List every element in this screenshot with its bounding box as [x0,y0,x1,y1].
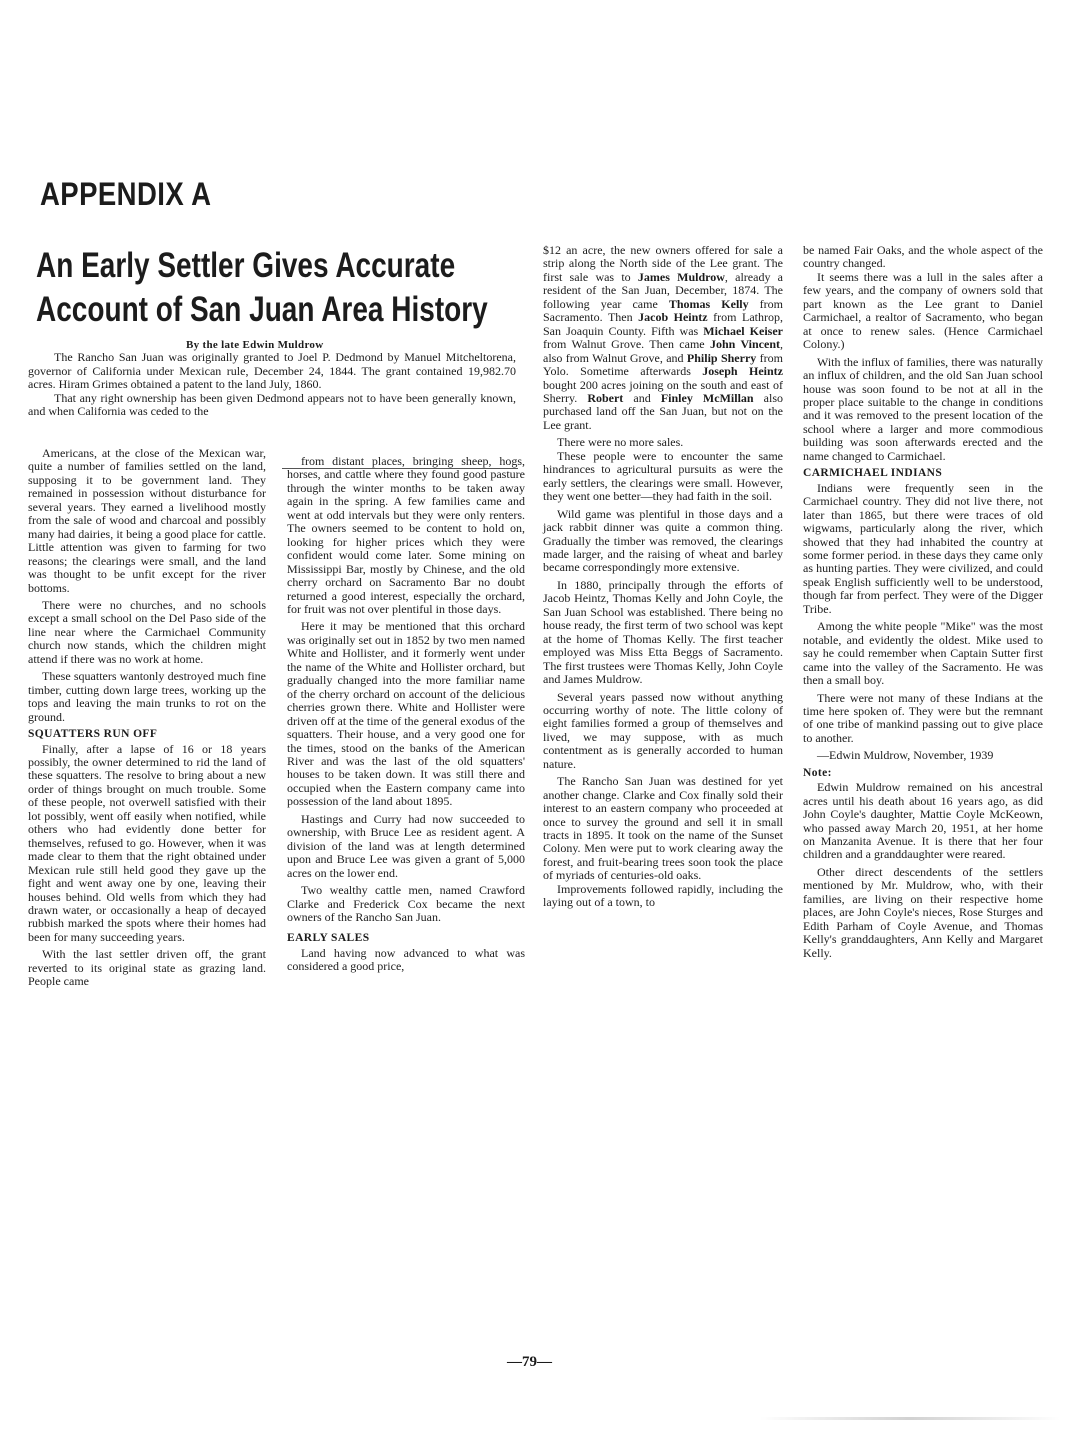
col2-paragraph: Here it may be mentioned that this orchard was originally set out in 1852 by two men named White and Hollister, and it formerly went under the name of the White and Hollister orchard, but gradually changed into the more familiar name of the cherry orchard on account of the delicious cherries grown there. White and Hollister were driven off at the time of the general exodus of the squatters. Their house, and a very good one for the times, stood on the banks of the American River and was the last of the old squatters' houses to be taken down. It was still there and occupied when the Eastern company came into possession of the land about 1895. [287,619,525,809]
note-label: Note: [803,766,832,779]
scan-artifact [760,1417,1060,1420]
col3-paragraph: There were no more sales. [557,435,684,450]
col3-paragraph: The Rancho San Juan was destined for yet another change. Clarke and Cox finally sold their interest to an eastern company who proceeded at once to survey the ground and sell it in small tracts in 1895. It took on the name of the Sunset Colony. Men were put to work clearing away the forest, and fruit-bearing trees soon took the place of myriads of centuries-old oaks. [543,774,783,883]
col1-paragraph: Americans, at the close of the Mexican war, quite a number of families settled on the land, supposing it to be government land. They remained in possession without disturbance for several years. They earned a livelihood mostly from the sale of wood and charcoal and possibly many had dairies, it being a good place for cattle. Little attention was given to farming for two reasons; the clearings were small, and the land was thought to be unfit except for the river bottoms. [28,446,266,595]
appendix-label: APPENDIX A [40,176,212,212]
col4-paragraph: Indians were frequently seen in the Carmichael country. They did not live there, not later than 1865, but there were traces of old wigwams, particularly along the river, which showed that they had inhabited the country at some former period. in these days they came only as hunting parties. They were civilized, and could speak English sufficiently well to be understood, though far from perfect. They were of the Digger Tribe. [803,480,1043,616]
intro-text [28,351,516,419]
col2-paragraph: from distant places, bringing sheep, hogs, horses, and cattle where they found good pasture through the winter months to be taken away again in the spring. A few families came and went at odd intervals but they were only renters. The owners seemed to be content to hold on, looking for higher prices which they were confident would come later. Some mining on Mississippi Bar, mostly by Chinese, and the old cherry orchard on Sacramento Bar no doubt returned a good interest, especially the orchard, for fruit was not over plentiful in those days. [287,454,525,616]
col2-paragraph: Hastings and Curry had now succeeded to ownership, with Bruce Lee as resident agent. A division of the land was at length determined upon and Bruce Lee was given a grant of 5,000 acres on the lower end. [287,811,525,880]
intro-paragraph-2: That any right ownership has been given Dedmond appears not to have been generally known, and when California was ceded to the [28,390,516,418]
col4-paragraph: Other direct descendents of the settlers mentioned by Mr. Muldrow, who, with their families, are living on their respective home places, are John Coyle's nieces, Rose Sturges and Edith Parham of Coyle Avenue, and Thomas Kelly's granddaughters, Ann Kelly and Margaret Kelly. [803,864,1043,960]
settler-name: Thomas Kelly [668,296,749,311]
headline [36,244,488,332]
settler-name: James Muldrow [637,269,725,284]
col1-paragraph: There were no churches, and no schools except a small school on the Del Paso side of the line near where the Carmichael Community church now stands, which the children might attend if there was no work at home. [28,597,266,666]
byline: By the late Edwin Muldrow [186,339,324,351]
col4-paragraph: There were not many of these Indians at the time here spoken of. They were but the remnant of one tribe of mankind passing out to give place to another. [803,690,1043,745]
col4-paragraph: It seems there was a lull in the sales after a few years, and the company of owners sold that part known as the Lee grant to Daniel Carmichael, a realtor of Sacramento, who began at once to renew sales. (Hence Carmichael Colony.) [803,269,1043,352]
section-heading-early-sales: EARLY SALES [287,932,370,945]
column-4 [803,244,1043,964]
col1-paragraph: Finally, after a lapse of 16 or 18 years possibly, the owner determined to rid the land of these squatters. The resolve to bring about a new order of things brought on much trouble. Some of these people, not overwell satisfied with their lot possibly, went off easily when notified, while others who had evidently done better for themselves, refused to go. However, when it was made clear to them that the right obtained under Mexican rule still held good they gave up the fight and went away one by one, leaving their houses behind. Old wells from which they had drawn water, or occasionally a heap of decayed rubbish marked the spots where their homes had been for many succeeding years. [28,741,266,944]
section-heading-carmichael-indians: CARMICHAEL INDIANS [803,467,943,480]
column-3 [543,244,783,914]
col3-paragraph: $12 an acre, the new owners offered for sale a strip along the North side of the Lee grant. The first sale was to James Muldrow, already a resident of the San Juan, December, 1874. The following year came Thomas Kelly from Sacramento. Then Jacob Heintz from Lathrop, San Joaquin County. Fifth was Michael Keiser from Walnut Grove. Then came John Vincent, also from Walnut Grove, and Philip Sherry from Yolo. Sometime afterwards Joseph Heintz bought 200 acres joining on the south and east of Sherry. Robert and Finley McMillan also purchased land off the San Juan, but not on the Lee grant. [543,243,784,432]
col4-paragraph: Among the white people "Mike" was the most notable, and evidently the oldest. Mike used to say he could remember when Captain Sutter first came into the valley of the Sacramento. He was then a small boy. [803,619,1043,688]
col3-paragraph: Wild game was plentiful in those days and a jack rabbit dinner was quite a common thing. Gradually the timber was removed, the clearings made larger, and the raising of wheat and barley became correspondingly more extensive. [543,506,783,575]
signature-line: —Edwin Muldrow, November, 1939 [817,748,994,763]
col2-paragraph: Land having now advanced to what was considered a good price, [287,945,525,974]
col4-paragraph: With the influx of families, there was naturally an influx of children, and the old San Juan school house was soon found to be not at all in the proper place suitable to the change in conditions and it was removed to the present location of the school where a larger and more commodious building was soon afterwards erected and the name changed to Carmichael. [803,354,1043,463]
col4-paragraph: be named Fair Oaks, and the whole aspect of the country changed. [803,243,1043,271]
settler-name: Finley McMillan [660,390,754,405]
settler-name: John Vincent [709,337,780,352]
section-heading-squatters: SQUATTERS RUN OFF [28,728,158,741]
intro-paragraph-1: The Rancho San Juan was originally granted to Joel P. Dedmond by Manuel Mitcheltorena, governor of California under Mexican rule, December 24, 1844. The grant contained 19,982.70 acres. Hiram Grimes obtained a patent to the land July, 1860. [28,350,516,391]
col4-paragraph: Edwin Muldrow remained on his ancestral acres until his death about 16 years ago, as did John Coyle's daughter, Mattie Coyle McKeown, who passed away March 20, 1951, at her home on Manzanita Avenue. It is there that her four children and a granddaughter were reared. [803,780,1043,862]
page-number: —79— [507,1354,552,1370]
col1-paragraph: With the last settler driven off, the grant reverted to its original state as grazing land. People came [28,947,266,989]
column-1 [28,447,266,993]
col3-paragraph: These people were to encounter the same hindrances to agricultural pursuits as were the early settlers, the clearings were small. However, they went one better—they had faith in the soil. [543,448,783,504]
col2-paragraph: Two wealthy cattle men, named Crawford Clarke and Frederick Cox became the next owners of the Rancho San Juan. [287,883,525,924]
settler-name: Jacob Heintz [638,310,708,325]
settler-name: Michael Keiser [703,323,783,338]
col3-paragraph: In 1880, principally through the efforts of Jacob Heintz, Thomas Kelly and John Coyle, the San Juan School was established. There being no house ready, the first term of two school was kept at the home of Thomas Kelly. The first teacher employed was Miss Etta Beggs of Sacramento. The first trustees were Thomas Kelly, John Coyle and James Muldrow. [543,577,783,687]
col1-paragraph: These squatters wantonly destroyed much fine timber, cutting down large trees, working up the tops and leaving the main trunks to rot on the ground. [28,669,266,724]
settler-name: Joseph Heintz [702,364,783,379]
headline-line-1: An Early Settler Gives Accurate [36,246,456,285]
headline-line-2: Account of San Juan Area History [36,290,488,329]
col3-paragraph: Several years passed now without anything occurring worthy of note. The little colony of eight families formed a group of themselves and lived, we may suppose, with as much contentment as is generally accorded to human nature. [543,689,783,771]
settler-name: Philip Sherry [686,350,757,365]
settler-name: Robert [587,390,624,405]
column-2 [287,455,525,978]
col3-paragraph: Improvements followed rapidly, including the laying out of a town, to [543,881,783,910]
